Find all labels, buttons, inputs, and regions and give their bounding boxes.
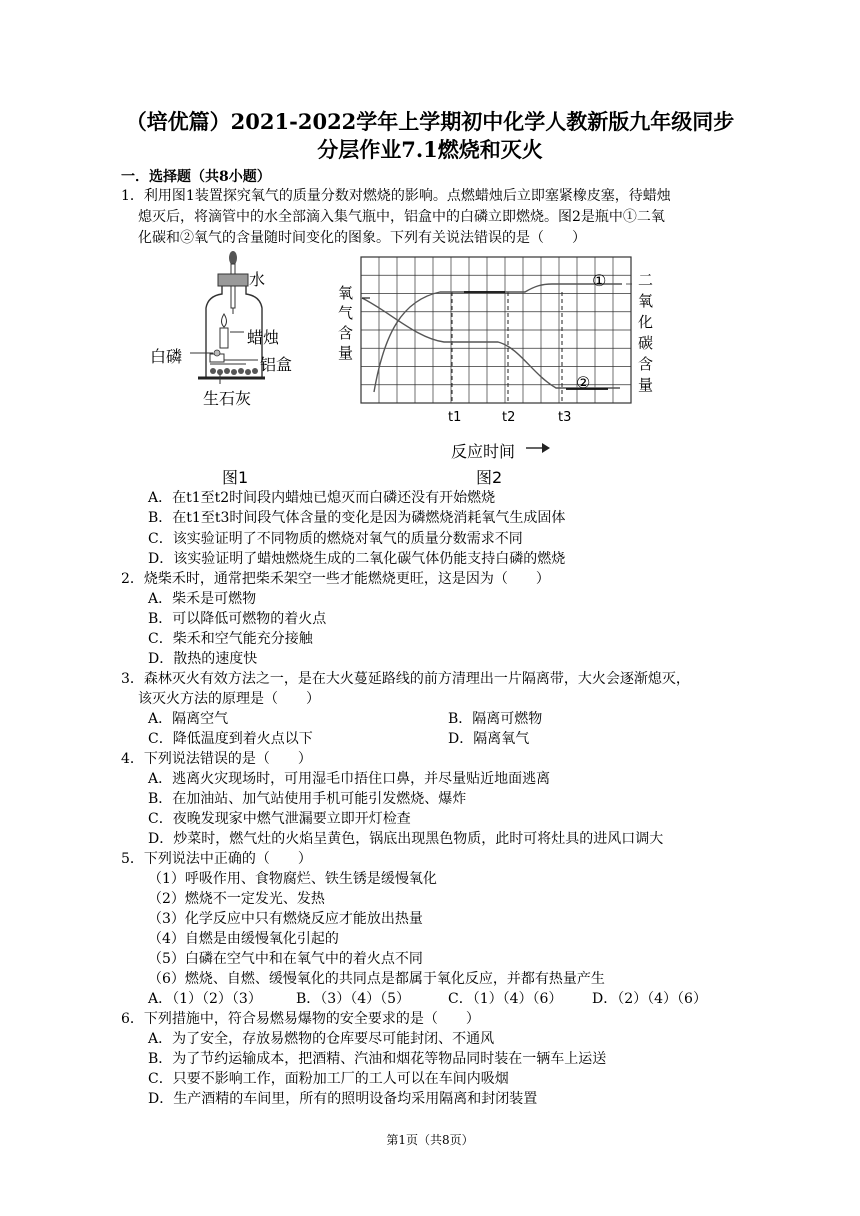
page-footer: 第1页（共8页） — [386, 1133, 474, 1147]
label-aluminum-box: 铝盒 — [260, 355, 293, 374]
q1-option-c: C．该实验证明了不同物质的燃烧对氧气的质量分数需求不同 — [148, 531, 523, 547]
arrow-right-icon — [526, 441, 550, 455]
q4-stem: 4．下列说法错误的是（ ） — [121, 751, 312, 767]
q4-option-d: D．炒菜时，燃气灶的火焰呈黄色，锅底出现黑色物质，此时可将灶具的进风口调大 — [148, 831, 664, 847]
q2-stem: 2．烧柴禾时，通常把柴禾架空一些才能燃烧更旺，这是因为（ ） — [121, 571, 550, 587]
q5-stem: 5．下列说法中正确的（ ） — [121, 851, 312, 867]
graph-label-curve-1: ① — [592, 271, 607, 290]
q2-option-c: C．柴禾和空气能充分接触 — [148, 631, 313, 647]
q6-option-c: C．只要不影响工作，面粉加工厂的工人可以在车间内吸烟 — [148, 1071, 509, 1087]
q5-option-d: D．（2）（4）（6） — [592, 991, 707, 1007]
graph-tick-t1: t1 — [448, 410, 462, 425]
graph-xlabel: 反应时间 — [451, 442, 516, 461]
q1-stem-line3: 化碳和②氧气的含量随时间变化的图象。下列有关说法错误的是（ ） — [138, 230, 586, 246]
graph-label-curve-2: ② — [576, 373, 591, 392]
section-title: 一．选择题（共8小题） — [121, 169, 271, 185]
q1-stem-line1: 1．利用图1装置探究氧气的质量分数对燃烧的影响。点燃蜡烛后立即塞紧橡皮塞，待蜡烛 — [121, 188, 671, 204]
label-water: 水 — [249, 270, 266, 289]
q6-option-b: B．为了节约运输成本，把酒精、汽油和烟花等物品同时装在一辆车上运送 — [148, 1051, 607, 1067]
graph-tick-t2: t2 — [502, 410, 516, 425]
q1-option-a: A．在t1至t2时间段内蜡烛已熄灭而白磷还没有开始燃烧 — [148, 490, 496, 506]
q6-stem: 6．下列措施中，符合易燃易爆物的安全要求的是（ ） — [121, 1011, 480, 1027]
q5-statement-4: （4）自燃是由缓慢氧化引起的 — [148, 931, 339, 947]
q5-statement-2: （2）燃烧不一定发光、发热 — [148, 891, 325, 907]
q5-option-b: B．（3）（4）（5） — [296, 991, 411, 1007]
label-white-phosphorus: 白磷 — [150, 347, 183, 366]
q3-stem-line1: 3．森林灭火有效方法之一，是在大火蔓延路线的前方清理出一片隔离带，大火会逐渐熄灭， — [121, 671, 690, 687]
q3-stem-line2: 该灭火方法的原理是（ ） — [138, 691, 320, 707]
q5-statement-1: （1）呼吸作用、食物腐烂、铁生锈是缓慢氧化 — [148, 871, 437, 887]
q1-stem-line2: 熄灭后，将滴管中的水全部滴入集气瓶中，铝盒中的白磷立即燃烧。图2是瓶中①二氧 — [138, 209, 665, 225]
page-title-line1: （培优篇）2021-2022学年上学期初中化学人教新版九年级同步 — [125, 109, 735, 134]
q3-option-d: D．隔离氧气 — [448, 731, 530, 747]
label-quicklime: 生石灰 — [203, 389, 252, 408]
q4-option-a: A．逃离火灾现场时，可用湿毛巾捂住口鼻，并尽量贴近地面逃离 — [148, 771, 551, 787]
q4-option-b: B．在加油站、加气站使用手机可能引发燃烧、爆炸 — [148, 791, 467, 807]
q1-option-b: B．在t1至t3时间段气体含量的变化是因为磷燃烧消耗氧气生成固体 — [148, 510, 566, 526]
q5-statement-5: （5）白磷在空气中和在氧气中的着火点不同 — [148, 951, 423, 967]
graph-tick-t3: t3 — [558, 410, 572, 425]
q6-option-d: D．生产酒精的车间里，所有的照明设备均采用隔离和封闭装置 — [148, 1091, 538, 1107]
page-title-line2: 分层作业7.1燃烧和灭火 — [317, 137, 543, 162]
q5-option-a: A．（1）（2）（3） — [148, 991, 262, 1007]
q3-option-c: C．降低温度到着火点以下 — [148, 731, 313, 747]
label-candle: 蜡烛 — [247, 328, 280, 347]
q5-option-c: C．（1）（4）（6） — [448, 991, 563, 1007]
figure-2-caption: 图2 — [476, 468, 503, 487]
graph-ylabel-left: 氧气含量 — [338, 284, 354, 362]
q3-option-a: A．隔离空气 — [148, 711, 229, 727]
q4-option-c: C．夜晚发现家中燃气泄漏要立即开灯检查 — [148, 811, 411, 827]
q2-option-b: B．可以降低可燃物的着火点 — [148, 611, 327, 627]
q5-statement-3: （3）化学反应中只有燃烧反应才能放出热量 — [148, 911, 423, 927]
q2-option-d: D．散热的速度快 — [148, 651, 258, 667]
q3-option-b: B．隔离可燃物 — [448, 711, 543, 727]
q6-option-a: A．为了安全，存放易燃物的仓库要尽可能封闭、不通风 — [148, 1031, 495, 1047]
q1-option-d: D．该实验证明了蜡烛燃烧生成的二氧化碳气体仍能支持白磷的燃烧 — [148, 551, 566, 567]
figure-1-caption: 图1 — [222, 468, 249, 487]
q5-statement-6: （6）燃烧、自燃、缓慢氧化的共同点是都属于氧化反应，并都有热量产生 — [148, 971, 605, 987]
q2-option-a: A．柴禾是可燃物 — [148, 591, 257, 607]
graph-ylabel-right: 二氧化碳含量 — [638, 271, 654, 394]
